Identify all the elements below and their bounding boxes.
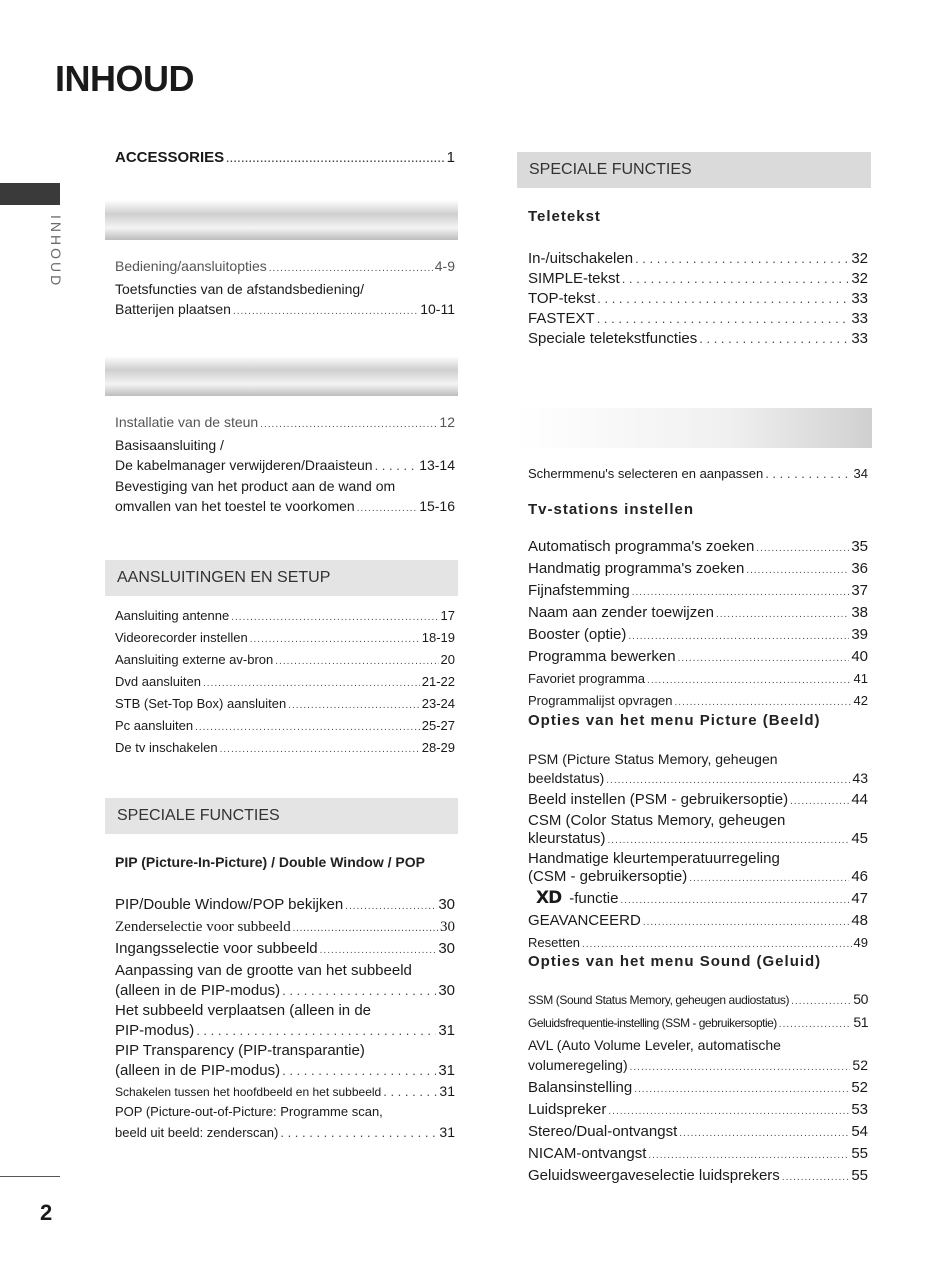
subheader-teletekst: Teletekst (528, 208, 601, 225)
toc-entry[interactable] (528, 647, 868, 669)
toc-entry[interactable] (115, 1122, 455, 1143)
entry-label: Naam aan zender toewijzen (528, 604, 714, 621)
entry-label: volumeregeling) (528, 1057, 628, 1073)
section-band (105, 200, 458, 240)
entry-page: 36 (851, 560, 868, 577)
entry-page: 15-16 (419, 498, 455, 514)
toc-entry[interactable] (528, 1100, 868, 1122)
toc-entry[interactable] (528, 1078, 868, 1100)
entry-label: Fijnafstemming (528, 582, 630, 599)
entry-label: PIP/Double Window/POP bekijken (115, 896, 344, 913)
leader-dots (634, 1080, 849, 1100)
entry-label: Handmatig programma's zoeken (528, 560, 745, 577)
entry-label: Aansluiting antenne (115, 608, 230, 623)
toc-entry[interactable] (528, 464, 868, 484)
leader-dots (628, 627, 849, 647)
entry-page: 33 (851, 290, 868, 307)
entry-label: Bediening/aansluitopties (115, 258, 267, 274)
leader-dots (282, 1061, 436, 1081)
entry-page: 52 (851, 1079, 868, 1096)
toc-menu (528, 464, 868, 484)
toc-picture (528, 749, 868, 955)
leader-dots (632, 583, 850, 603)
leader-dots (597, 309, 850, 329)
leader-dots (275, 652, 438, 672)
entry-label: Geluidsfrequentie-instelling (SSM - gebruikersoptie) (528, 1016, 777, 1030)
entry-label: Installatie van de steun (115, 414, 259, 430)
footer-rule (0, 1176, 60, 1177)
entry-label: Ingangsselectie voor subbeeld (115, 940, 318, 957)
entry-label: Aansluiting externe av-bron (115, 652, 274, 667)
page-number: 2 (40, 1200, 53, 1225)
entry-page: 17 (440, 608, 455, 623)
leader-dots (679, 1124, 849, 1144)
entry-label: De kabelmanager verwijderen/Draaisteun (115, 457, 373, 473)
entry-page: 4-9 (434, 258, 455, 274)
entry-page: 45 (851, 830, 868, 847)
section-header-setup: AANSLUITINGEN EN SETUP (105, 560, 458, 596)
toc-entry[interactable] (115, 256, 455, 279)
leader-dots (226, 150, 444, 170)
leader-dots (746, 561, 849, 581)
entry-page: 55 (851, 1167, 868, 1184)
entry-page: 53 (851, 1101, 868, 1118)
leader-dots (648, 1146, 849, 1166)
toc-entry[interactable] (115, 917, 455, 939)
entry-page: 31 (438, 1062, 455, 1079)
entry-label: Beeld instellen (PSM - gebruikersoptie) (528, 791, 789, 808)
toc-entry[interactable] (115, 672, 455, 694)
entry-label: (alleen in de PIP-modus) (115, 1062, 281, 1079)
toc-entry-line[interactable]: Handmatige kleurtemperatuurregeling (528, 850, 780, 867)
entry-label: GEAVANCEERD (528, 912, 641, 929)
entry-page: 44 (851, 791, 868, 808)
entry-label: Schakelen tussen het hoofdbeeld en het subbeeld (115, 1085, 382, 1099)
leader-dots (383, 1082, 437, 1102)
entry-page: 30 (438, 940, 455, 957)
leader-dots (293, 919, 438, 939)
toc-entry[interactable] (115, 299, 455, 322)
toc-entry[interactable] (115, 694, 455, 716)
toc-entry[interactable] (115, 738, 455, 760)
entry-page: 31 (439, 1124, 455, 1140)
entry-page: 48 (851, 912, 868, 929)
toc-entry[interactable] (528, 269, 868, 289)
side-label: INHOUD (48, 215, 64, 289)
entry-page: 49 (853, 935, 868, 950)
toc-entry[interactable] (528, 691, 868, 713)
entry-page: 1 (446, 149, 455, 166)
entry-page: 18-19 (421, 630, 455, 645)
subheader-picture: Opties van het menu Picture (Beeld) (528, 712, 821, 729)
entry-page: 34 (853, 466, 868, 481)
entry-label: PIP-modus) (115, 1022, 195, 1039)
toc-entry[interactable] (528, 769, 868, 790)
leader-dots (196, 1021, 436, 1041)
leader-dots (203, 674, 420, 694)
toc-block-1 (115, 256, 455, 322)
toc-entry-line[interactable]: Het subbeeld verplaatsen (alleen in de (115, 1002, 372, 1019)
leader-dots (231, 608, 438, 628)
entry-label: In-/uitschakelen (528, 250, 634, 267)
toc-entry[interactable] (115, 1081, 455, 1102)
toc-block-2 (115, 412, 455, 519)
entry-page: 31 (438, 1022, 455, 1039)
leader-dots (643, 913, 850, 933)
toc-tv (528, 537, 868, 713)
entry-page: 51 (853, 1014, 868, 1030)
side-tab-marker (0, 183, 60, 205)
entry-label: Pc aansluiten (115, 718, 194, 733)
leader-dots (195, 718, 420, 738)
toc-teletekst (528, 249, 868, 349)
entry-label: Stereo/Dual-ontvangst (528, 1123, 678, 1140)
toc-entry[interactable] (115, 455, 455, 476)
entry-label: Balansinstelling (528, 1079, 633, 1096)
leader-dots (756, 539, 849, 559)
leader-dots (791, 992, 851, 1012)
leader-dots (597, 289, 849, 309)
page-title: INHOUD (55, 58, 194, 99)
toc-entry-line[interactable]: POP (Picture-out-of-Picture: Programme scan, (115, 1104, 383, 1119)
xd-logo-icon: XD (536, 888, 562, 908)
toc-entry[interactable] (528, 669, 868, 691)
entry-label: ACCESSORIES (115, 149, 225, 166)
entry-page: 25-27 (421, 718, 455, 733)
toc-entry[interactable] (115, 895, 455, 917)
entry-label: Videorecorder instellen (115, 630, 248, 645)
entry-label: Programmalijst opvragen (528, 693, 673, 708)
toc-entry[interactable] (528, 790, 868, 812)
leader-dots (582, 935, 851, 955)
entry-page: 35 (851, 538, 868, 555)
toc-entry[interactable] (528, 911, 868, 933)
subheader-tv: Tv-stations instellen (528, 501, 695, 518)
entry-page: 31 (439, 1083, 455, 1099)
leader-dots (250, 630, 420, 650)
entry-label: Programma bewerken (528, 648, 676, 665)
entry-label: Dvd aansluiten (115, 674, 201, 689)
entry-label: STB (Set-Top Box) aansluiten (115, 696, 287, 711)
entry-label: omvallen van het toestel te voorkomen (115, 498, 355, 514)
toc-entry[interactable] (528, 603, 868, 625)
entry-label: FASTEXT (528, 310, 595, 327)
toc-entry-line[interactable]: Bevestiging van het product aan de wand om (115, 478, 396, 494)
entry-page: 13-14 (419, 457, 455, 473)
entry-page: 38 (851, 604, 868, 621)
entry-label: Schermmenu's selecteren en aanpassen (528, 466, 764, 481)
entry-page: 52 (852, 1057, 868, 1073)
section-header-special-right: SPECIALE FUNCTIES (517, 152, 871, 188)
entry-page: 23-24 (421, 696, 455, 711)
toc-entry-line[interactable]: Aanpassing van de grootte van het subbeeld (115, 962, 412, 979)
entry-page: 10-11 (420, 301, 455, 317)
toc-entry[interactable] (115, 606, 455, 628)
entry-page: 32 (851, 270, 868, 287)
toc-accessories (115, 148, 455, 170)
entry-label: Speciale teletekstfuncties (528, 330, 698, 347)
toc-entry[interactable] (115, 412, 455, 435)
entry-page: 39 (851, 626, 868, 643)
leader-dots (233, 302, 418, 322)
leader-dots (699, 329, 849, 349)
leader-dots (675, 693, 852, 713)
entry-label: Booster (optie) (528, 626, 627, 643)
toc-entry[interactable] (528, 933, 868, 955)
toc-entry-line[interactable]: PSM (Picture Status Memory, geheugen (528, 751, 778, 767)
leader-dots (375, 456, 418, 476)
subheader-sound: Opties van het menu Sound (Geluid) (528, 953, 822, 970)
entry-label: De tv inschakelen (115, 740, 218, 755)
leader-dots (260, 415, 437, 435)
entry-page: 55 (851, 1145, 868, 1162)
toc-entry[interactable] (528, 1166, 868, 1188)
leader-dots (678, 649, 850, 669)
leader-dots (320, 941, 437, 961)
entry-label: beeld uit beeld: zenderscan) (115, 1125, 279, 1140)
leader-dots (779, 1015, 852, 1035)
toc-entry[interactable] (115, 1021, 455, 1041)
toc-entry[interactable] (528, 559, 868, 581)
subheader-pip: PIP (Picture-In-Picture) / Double Window / POP (115, 854, 425, 870)
toc-entry[interactable] (528, 1055, 868, 1078)
leader-dots (647, 671, 851, 691)
toc-entry[interactable] (528, 1122, 868, 1144)
entry-label: SSM (Sound Status Memory, geheugen audiostatus) (528, 993, 790, 1007)
entry-page: 30 (440, 919, 455, 935)
entry-label: SIMPLE-tekst (528, 270, 620, 287)
toc-entry[interactable] (115, 981, 455, 1001)
toc-entry-line[interactable]: PIP Transparency (PIP-transparantie) (115, 1042, 365, 1059)
entry-label: -functie (569, 890, 619, 907)
entry-label: Favoriet programma (528, 671, 646, 686)
entry-page: 37 (851, 582, 868, 599)
entry-label: Automatisch programma's zoeken (528, 538, 755, 555)
toc-entry[interactable] (528, 581, 868, 603)
leader-dots (220, 740, 420, 760)
entry-label: kleurstatus) (528, 830, 606, 847)
entry-page: 47 (851, 890, 868, 907)
toc-entry[interactable] (115, 628, 455, 650)
entry-label: Resetten (528, 935, 581, 950)
leader-dots (689, 870, 849, 888)
entry-label: (alleen in de PIP-modus) (115, 982, 281, 999)
toc-entry[interactable] (115, 716, 455, 738)
entry-page: 12 (439, 414, 455, 430)
leader-dots (782, 1168, 850, 1188)
leader-dots (288, 696, 420, 716)
leader-dots (622, 269, 850, 289)
toc-entry[interactable] (528, 309, 868, 329)
leader-dots (280, 1123, 437, 1143)
leader-dots (608, 1102, 849, 1122)
entry-page: 46 (851, 868, 868, 885)
leader-dots (269, 259, 433, 279)
entry-page: 50 (853, 991, 868, 1007)
leader-dots (620, 891, 849, 911)
leader-dots (716, 605, 849, 625)
toc-entry-line[interactable]: Toetsfuncties van de afstandsbediening/ (115, 281, 365, 297)
entry-page: 33 (851, 330, 868, 347)
entry-page: 43 (852, 770, 868, 786)
toc-entry[interactable] (528, 1012, 868, 1035)
entry-label: Geluidsweergaveselectie luidsprekers (528, 1167, 780, 1184)
entry-page: 28-29 (421, 740, 455, 755)
toc-entry[interactable] (115, 148, 455, 170)
entry-page: 54 (851, 1123, 868, 1140)
toc-entry[interactable] (115, 939, 455, 961)
toc-entry[interactable] (115, 1061, 455, 1081)
entry-page: 30 (438, 896, 455, 913)
leader-dots (608, 832, 850, 850)
entry-label: Batterijen plaatsen (115, 301, 231, 317)
entry-page: 42 (853, 693, 868, 708)
leader-dots (630, 1058, 851, 1078)
section-band (105, 356, 458, 396)
leader-dots (790, 792, 849, 812)
toc-entry[interactable] (528, 329, 868, 349)
toc-setup (115, 606, 455, 760)
toc-entry[interactable] (528, 868, 868, 888)
leader-dots (282, 981, 436, 1001)
entry-label: Zenderselectie voor subbeeld (115, 919, 291, 935)
entry-page: 40 (851, 648, 868, 665)
toc-entry[interactable] (528, 888, 868, 911)
toc-entry[interactable] (528, 537, 868, 559)
leader-dots (357, 499, 417, 519)
toc-entry-line[interactable]: AVL (Auto Volume Leveler, automatische (528, 1037, 781, 1053)
entry-label: beeldstatus) (528, 770, 605, 786)
entry-page: 32 (851, 250, 868, 267)
leader-dots (765, 464, 851, 484)
leader-dots (345, 897, 436, 917)
entry-label: NICAM-ontvangst (528, 1145, 647, 1162)
toc-entry[interactable] (528, 989, 868, 1012)
toc-entry[interactable] (528, 830, 868, 850)
entry-label: (CSM - gebruikersoptie) (528, 868, 688, 885)
toc-entry[interactable] (528, 289, 868, 309)
toc-entry[interactable] (528, 625, 868, 647)
entry-page: 33 (851, 310, 868, 327)
toc-entry-line[interactable]: Basisaansluiting / (115, 437, 224, 453)
section-header-special: SPECIALE FUNCTIES (105, 798, 458, 834)
toc-entry[interactable] (115, 496, 455, 519)
toc-entry[interactable] (528, 249, 868, 269)
entry-page: 30 (438, 982, 455, 999)
section-band (517, 408, 872, 448)
leader-dots (635, 249, 849, 269)
leader-dots (606, 772, 850, 790)
entry-page: 41 (853, 671, 868, 686)
toc-special-left (115, 895, 455, 1143)
toc-entry[interactable] (528, 1144, 868, 1166)
entry-label: Luidspreker (528, 1101, 607, 1118)
entry-page: 21-22 (421, 674, 455, 689)
entry-label: TOP-tekst (528, 290, 596, 307)
toc-sound (528, 989, 868, 1188)
toc-entry[interactable] (115, 650, 455, 672)
entry-page: 20 (440, 652, 455, 667)
toc-entry-line[interactable]: CSM (Color Status Memory, geheugen (528, 812, 786, 829)
